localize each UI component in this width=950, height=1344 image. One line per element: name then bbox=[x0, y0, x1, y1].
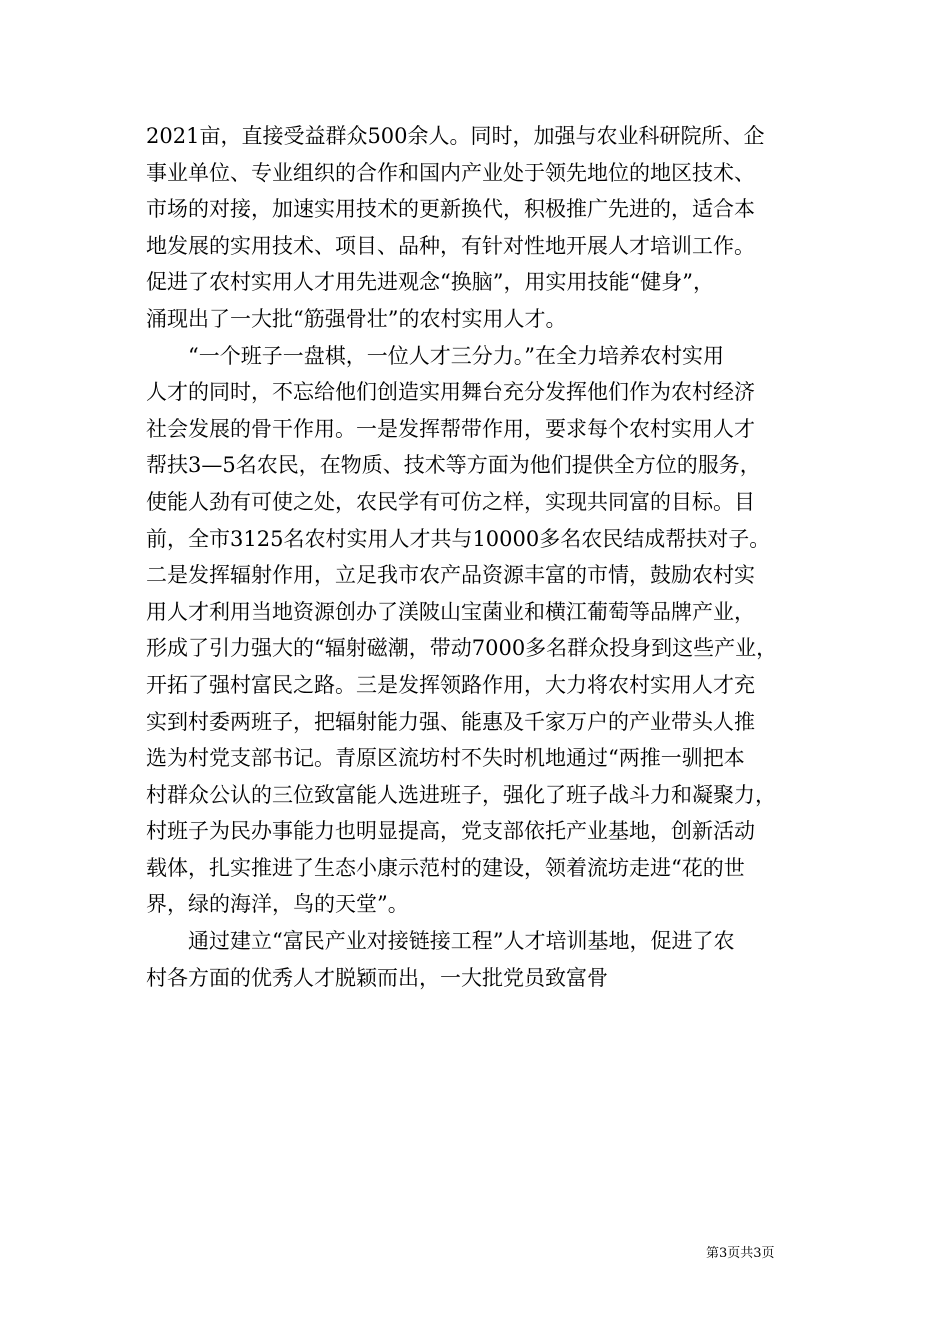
text-line: 2021亩，直接受益群众500余人。同时，加强与农业科研院所、企 bbox=[146, 124, 765, 148]
text-line: 实到村委两班子，把辐射能力强、能惠及千家万户的产业带头人推 bbox=[146, 709, 755, 734]
text-line: 使能人劲有可使之处，农民学有可仿之样，实现共同富的目标。目 bbox=[146, 489, 755, 514]
text-line: 选为村党支部书记。青原区流坊村不失时机地通过“两推一驯把本 bbox=[146, 746, 745, 771]
text-line: 事业单位、专业组织的合作和国内产业处于领先地位的地区技术、 bbox=[146, 160, 755, 185]
text-line: 形成了引力强大的“辐射磁潮，带动7000多名群众投身到这些产业， bbox=[146, 636, 778, 661]
text-line: “一个班子一盘棋，一位人才三分力。”在全力培养农村实用 bbox=[146, 343, 724, 368]
page-footer: 第3页共3页 bbox=[706, 1246, 775, 1261]
text-line: 促进了农村实用人才用先进观念“换脑”，用实用技能“健身”， bbox=[146, 270, 714, 295]
text-line: 市场的对接，加速实用技术的更新换代，积极推广先进的，适合本 bbox=[146, 197, 755, 222]
text-line: 二是发挥辐射作用，立足我市农产品资源丰富的市情，鼓励农村实 bbox=[146, 563, 755, 588]
text-line: 前，全市3125名农村实用人才共与10000多名农民结成帮扶对子。 bbox=[146, 526, 771, 551]
text-line: 涌现出了一大批“筋强骨壮”的农村实用人才。 bbox=[146, 306, 567, 331]
text-line: 村各方面的优秀人才脱颖而出，一大批党员致富骨 bbox=[146, 965, 608, 990]
text-line: 帮扶3—5名农民，在物质、技术等方面为他们提供全方位的服务， bbox=[146, 453, 761, 478]
text-line: 村群众公认的三位致富能人选进班子，强化了班子战斗力和凝聚力， bbox=[146, 782, 776, 807]
text-line: 通过建立“富民产业对接链接工程”人才培训基地，促进了农 bbox=[146, 929, 735, 954]
text-line: 界，绿的海洋，鸟的天堂”。 bbox=[146, 892, 409, 917]
text-line: 地发展的实用技术、项目、品种，有针对性地开展人才培训工作。 bbox=[146, 233, 755, 258]
body-text bbox=[146, 118, 810, 996]
text-line: 用人才利用当地资源创办了渼陂山宝菌业和横江葡萄等品牌产业， bbox=[146, 599, 755, 624]
text-line: 村班子为民办事能力也明显提高，党支部依托产业基地，创新活动 bbox=[146, 819, 755, 844]
text-line: 人才的同时，不忘给他们创造实用舞台充分发挥他们作为农村经济 bbox=[146, 380, 755, 405]
text-line: 社会发展的骨干作用。一是发挥帮带作用，要求每个农村实用人才 bbox=[146, 416, 755, 441]
text-line: 开拓了强村富民之路。三是发挥领路作用，大力将农村实用人才充 bbox=[146, 672, 755, 697]
text-line: 载体，扎实推进了生态小康示范村的建设，领着流坊走进“花的世 bbox=[146, 855, 745, 880]
